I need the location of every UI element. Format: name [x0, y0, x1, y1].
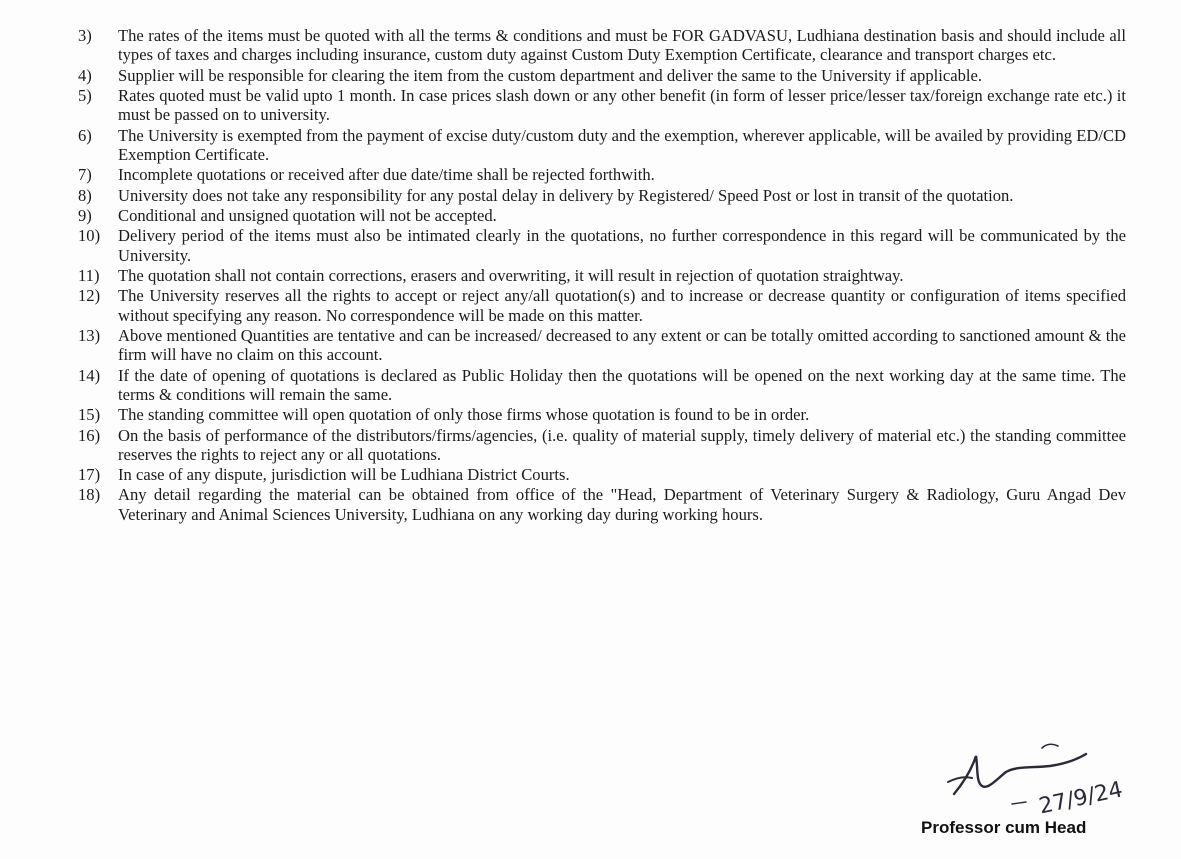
term-number: 17) — [78, 465, 101, 485]
designation-label: Professor cum Head — [921, 818, 1087, 837]
term-text: Rates quoted must be valid upto 1 month. In case prices slash down or any other benefit (in form of lesser price/lesser tax/foreign exchange rate etc.) it must be passed on to university. — [118, 85, 1126, 125]
term-number: 3) — [78, 26, 92, 45]
term-text: The rates of the items must be quoted with all the terms & conditions and must be FOR GADVASU, Ludhiana destination basis and should include all types of taxes and charges including insurance, custom duty against Custom Duty Exemption Certificate, clearance and transport charges etc. — [118, 26, 1126, 65]
term-item — [78, 66, 1126, 85]
term-text: University does not take any responsibility for any postal delay in delivery by Registered/ Speed Post or lost in transit of the quotation. — [118, 185, 1014, 205]
term-text: On the basis of performance of the distributors/firms/agencies, (i.e. quality of material supply, timely delivery of material etc.) the standing committee reserves the rights to reject any or all quotations. — [118, 425, 1126, 464]
term-number: 16) — [78, 425, 101, 445]
signature-stroke — [1012, 802, 1026, 804]
term-item — [78, 426, 1126, 464]
term-number: 9) — [78, 205, 92, 225]
term-number: 13) — [78, 325, 101, 345]
term-number: 8) — [78, 185, 92, 205]
term-item — [78, 286, 1126, 324]
term-text: Conditional and unsigned quotation will not be accepted. — [118, 205, 497, 225]
signature-stroke — [948, 777, 972, 782]
term-number: 6) — [78, 125, 92, 145]
term-item — [78, 165, 1126, 184]
term-number: 7) — [78, 165, 92, 185]
term-text: Supplier will be responsible for clearing the item from the custom department and deliver the same to the University if applicable. — [118, 65, 983, 85]
term-number: 5) — [78, 85, 92, 105]
term-text: Delivery period of the items must also be intimated clearly in the quotations, no further correspondence in this regard will be communicated by the University. — [118, 226, 1126, 265]
signature-date: 27/9/24 — [1036, 777, 1125, 820]
term-text: The University reserves all the rights to accept or reject any/all quotation(s) and to increase or decrease quantity or configuration of items specified without specifying any reason. No correspondence will be made on this matter. — [118, 286, 1126, 325]
term-item — [78, 465, 1126, 484]
term-number: 4) — [78, 65, 92, 85]
term-item — [78, 405, 1126, 424]
term-number: 12) — [78, 286, 101, 306]
terms-list — [78, 26, 1126, 525]
term-text: Above mentioned Quantities are tentative and can be increased/ decreased to any extent or can be totally omitted according to sanctioned amount & the firm will have no claim on this account. — [118, 325, 1126, 365]
term-text: If the date of opening of quotations is declared as Public Holiday then the quotations will be opened on the next working day at the same time. The terms & conditions will remain the same. — [118, 365, 1126, 404]
term-number: 10) — [78, 226, 101, 246]
term-number: 14) — [78, 365, 101, 385]
term-text: Any detail regarding the material can be obtained from office of the "Head, Department of Veterinary Surgery & Radiology, Guru Angad Dev Veterinary and Animal Sciences University, Ludhiana on any working day during working hours. — [118, 485, 1126, 524]
term-item — [78, 126, 1126, 164]
term-number: 15) — [78, 405, 101, 425]
term-item — [78, 266, 1126, 285]
term-text: Incomplete quotations or received after due date/time shall be rejected forthwith. — [118, 165, 655, 185]
signature-stroke — [1042, 744, 1058, 748]
term-text: In case of any dispute, jurisdiction will be Ludhiana District Courts. — [118, 465, 570, 485]
term-number: 11) — [78, 265, 100, 285]
term-text: The standing committee will open quotation of only those firms whose quotation is found to be in order. — [118, 405, 810, 425]
term-item — [78, 206, 1126, 225]
handwritten-signature — [946, 738, 1136, 828]
term-item — [78, 226, 1126, 264]
term-item — [78, 366, 1126, 404]
term-item — [78, 26, 1126, 64]
term-item — [78, 485, 1126, 523]
term-item — [78, 86, 1126, 124]
term-item — [78, 326, 1126, 364]
term-number: 18) — [78, 485, 101, 505]
term-text: The University is exempted from the payment of excise duty/custom duty and the exemption, wherever applicable, will be availed by providing ED/CD Exemption Certificate. — [118, 125, 1126, 164]
term-item — [78, 186, 1126, 205]
term-text: The quotation shall not contain corrections, erasers and overwriting, it will result in rejection of quotation straightway. — [118, 265, 904, 285]
